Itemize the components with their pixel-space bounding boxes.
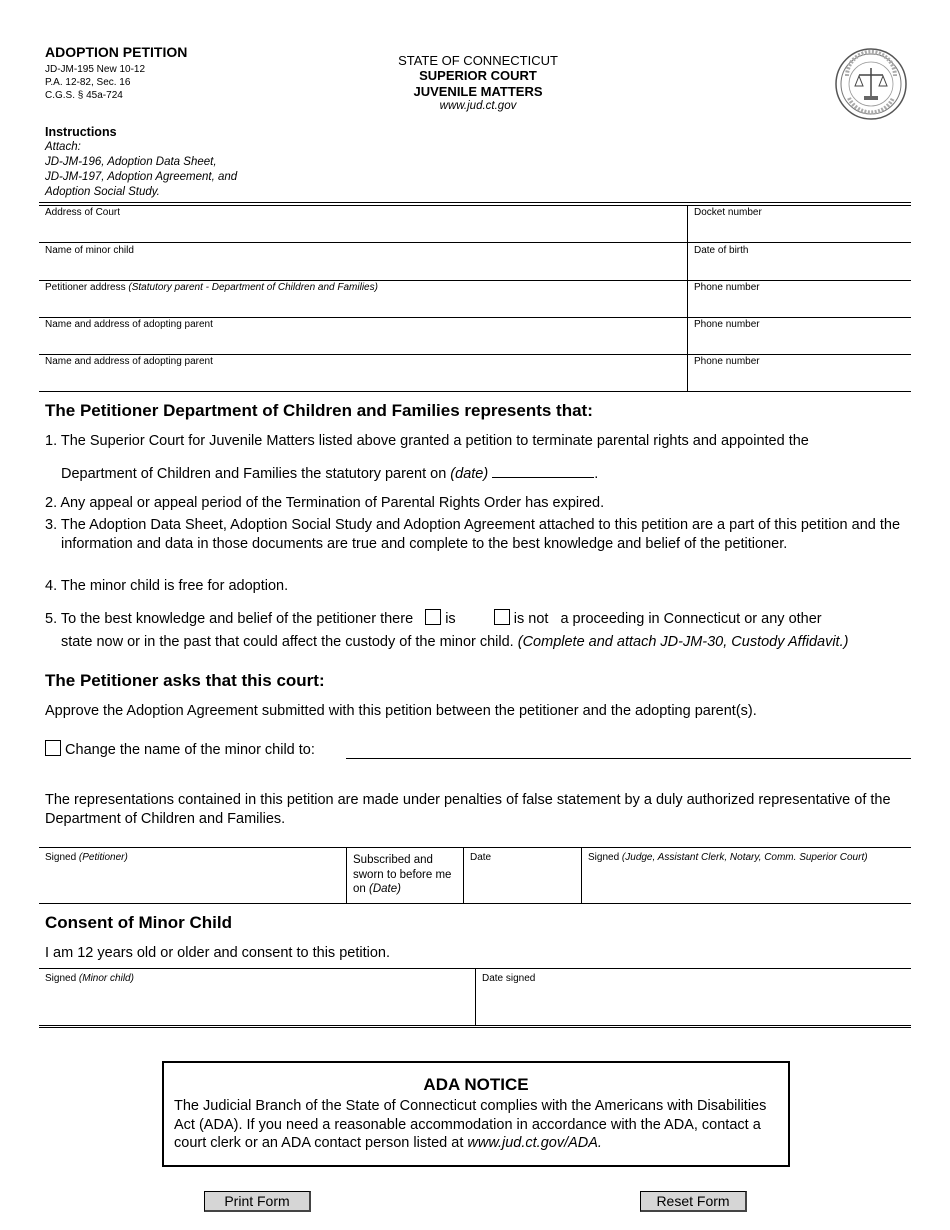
consent-heading: Consent of Minor Child (45, 913, 232, 932)
subscribed-label-cell (346, 848, 463, 903)
field-row (39, 354, 911, 392)
form-title: ADOPTION PETITION (45, 44, 188, 60)
represents-heading: The Petitioner Department of Children and Families represents that: (45, 401, 593, 420)
consent-date-field[interactable] (475, 969, 912, 1025)
item-4: 4. The minor child is free for adoption. (45, 578, 289, 594)
field-label: Name and address of adopting parent (45, 319, 213, 330)
ada-link[interactable]: www.jud.ct.gov/ADA. (467, 1135, 602, 1151)
state-name: STATE OF CONNECTICUT (398, 53, 558, 68)
is-checkbox[interactable] (425, 609, 441, 625)
field-label: Signed (Judge, Assistant Clerk, Notary, Comm. Superior Court) (588, 852, 868, 863)
field-label: Name and address of adopting parent (45, 356, 213, 367)
address-of-court-field[interactable] (39, 205, 687, 242)
field-label: Phone number (694, 282, 760, 293)
adopting-parent-1-field[interactable] (39, 317, 687, 354)
statute-ref: C.G.S. § 45a-724 (45, 90, 123, 101)
petitioner-phone-field[interactable] (687, 280, 912, 317)
ada-notice (162, 1061, 790, 1167)
instructions-line: Attach: (45, 141, 81, 153)
print-form-button[interactable]: Print Form (204, 1191, 311, 1212)
instructions-line: JD-JM-196, Adoption Data Sheet, (45, 156, 217, 168)
statutory-parent-date-input[interactable] (492, 463, 594, 478)
official-signature-field[interactable] (581, 848, 912, 903)
date-of-birth-field[interactable] (687, 243, 912, 280)
item-1-continued: Department of Children and Families the statutory parent on (date) . (61, 463, 598, 484)
new-name-input[interactable] (346, 758, 911, 759)
signature-table (39, 847, 911, 904)
statute-ref: P.A. 12-82, Sec. 16 (45, 77, 131, 88)
change-name-row: Change the name of the minor child to: (45, 740, 315, 760)
item-5: 5. To the best knowledge and belief of the petitioner there is is not a proceeding in Connecticut or any other (45, 611, 822, 627)
field-label: Date signed (482, 973, 536, 984)
consent-table (39, 968, 911, 1026)
field-label: Date (470, 852, 492, 863)
approve-text: Approve the Adoption Agreement submitted with this petition between the petitioner and the adopting parent(s). (45, 703, 757, 719)
field-label: Phone number (694, 356, 760, 367)
instructions-line: Adoption Social Study. (45, 186, 160, 198)
ada-title: ADA NOTICE (423, 1075, 529, 1094)
form-number: JD-JM-195 New 10-12 (45, 64, 146, 75)
item-2: 2. Any appeal or appeal period of the Termination of Parental Rights Order has expired. (45, 495, 605, 511)
field-label: Phone number (694, 319, 760, 330)
field-row (39, 243, 911, 281)
instructions-line: JD-JM-197, Adoption Agreement, and (45, 171, 238, 183)
consent-text: I am 12 years old or older and consent to this petition. (45, 945, 390, 961)
docket-number-field[interactable] (687, 205, 912, 242)
website: www.jud.ct.gov (439, 100, 517, 112)
sworn-date-field[interactable] (463, 848, 581, 903)
petitioner-signature-field[interactable] (39, 848, 346, 903)
field-row (39, 205, 911, 243)
field-label: Address of Court (45, 207, 121, 218)
asks-heading: The Petitioner asks that this court: (45, 671, 325, 690)
field-label: Subscribed and sworn to before me on (Date) (353, 854, 452, 895)
state-seal-icon (835, 48, 907, 120)
adopting-parent-2-field[interactable] (39, 354, 687, 391)
field-label: Petitioner address (Statutory parent - Department of Children and Families) (45, 282, 378, 293)
adopting-parent-2-phone-field[interactable] (687, 354, 912, 391)
adopting-parent-1-phone-field[interactable] (687, 317, 912, 354)
reset-form-button[interactable]: Reset Form (640, 1191, 747, 1212)
field-label: Signed (Minor child) (45, 973, 134, 984)
ada-text: The Judicial Branch of the State of Connecticut complies with the Americans with Disabilities Act (ADA). If you need a reasonable accommodation in accordance with the ADA, contact a court clerk or an ADA contact person listed at www.jud.ct.gov/ADA. (174, 1098, 767, 1151)
division-name: JUVENILE MATTERS (413, 84, 543, 99)
minor-child-signature-field[interactable] (39, 969, 475, 1025)
representations-text: The representations contained in this petition are made under penalties of false statement by a duly authorized representative of the Department of Children and Families. (45, 792, 891, 827)
field-label: Date of birth (694, 245, 749, 256)
item-5-continued: state now or in the past that could affect the custody of the minor child. (Complete and attach JD-JM-30, Custody Affidavit.) (61, 634, 849, 650)
item-3: 3. The Adoption Data Sheet, Adoption Social Study and Adoption Agreement attached to this petition are a part of this petition and the information and data in those documents are true and complete to the best knowledge and belief of the petitioner. (45, 517, 901, 552)
field-label: Docket number (694, 207, 762, 218)
petitioner-address-field[interactable] (39, 280, 687, 317)
item-1: 1. The Superior Court for Juvenile Matters listed above granted a petition to terminate parental rights and appointed the (45, 433, 809, 449)
field-row (39, 317, 911, 355)
field-label: Signed (Petitioner) (45, 852, 128, 863)
field-row (39, 280, 911, 318)
field-label: Name of minor child (45, 245, 134, 256)
is-not-checkbox[interactable] (494, 609, 510, 625)
instructions-heading: Instructions (45, 125, 117, 139)
court-name: SUPERIOR COURT (419, 68, 537, 83)
minor-child-name-field[interactable] (39, 243, 687, 280)
change-name-checkbox[interactable] (45, 740, 61, 756)
